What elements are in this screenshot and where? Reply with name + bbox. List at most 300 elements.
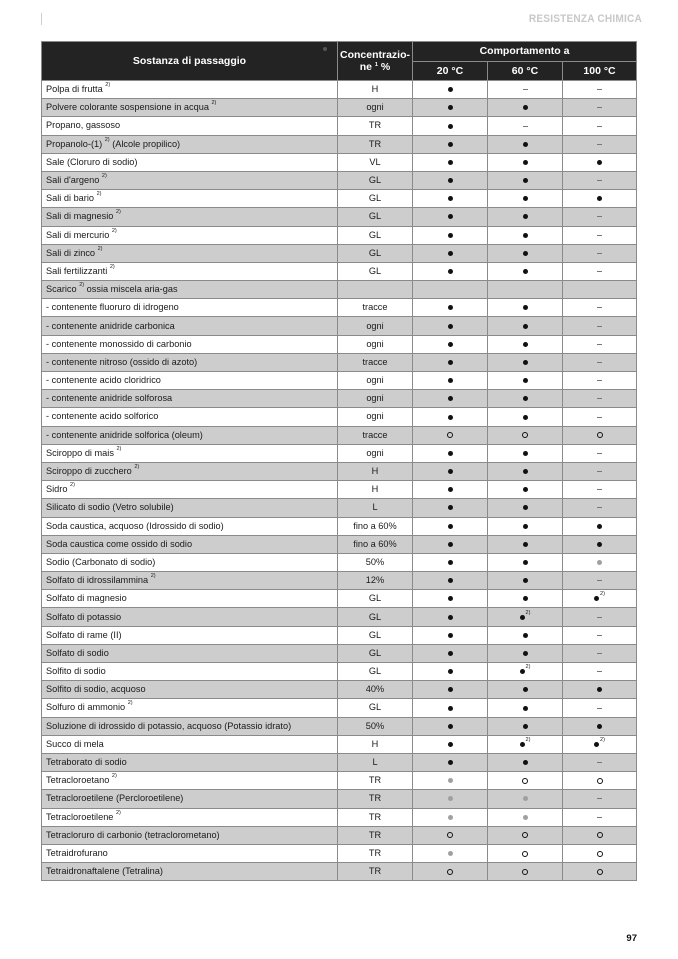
footnote-marker: 2) bbox=[111, 773, 117, 780]
concentration-cell: GL bbox=[338, 226, 413, 244]
rating-20-cell bbox=[413, 335, 488, 353]
concentration-cell: ogni bbox=[338, 317, 413, 335]
rating-20-cell bbox=[413, 608, 488, 626]
not-tested-dash-icon bbox=[597, 580, 602, 581]
rating-100-cell bbox=[563, 390, 637, 408]
footnote-marker: 2) bbox=[70, 482, 75, 489]
concentration-cell: GL bbox=[338, 663, 413, 681]
limited-dot-icon bbox=[448, 851, 453, 856]
substance-name: Polvere colorante sospensione in acqua bbox=[46, 102, 209, 113]
resistant-dot-icon bbox=[448, 305, 453, 310]
concentration-cell: 40% bbox=[338, 681, 413, 699]
rating-20-cell bbox=[413, 135, 488, 153]
resistant-dot-icon bbox=[448, 596, 453, 601]
header-concentration-line2: ne bbox=[359, 61, 372, 73]
rating-20-cell bbox=[413, 499, 488, 517]
resistant-dot-icon bbox=[520, 669, 525, 674]
not-resistant-circle-icon bbox=[522, 869, 528, 875]
rating-20-cell bbox=[413, 844, 488, 862]
not-tested-dash-icon bbox=[597, 235, 602, 236]
rating-footnote-marker: 2) bbox=[525, 664, 531, 671]
limited-dot-icon bbox=[448, 778, 453, 783]
rating-100-cell bbox=[563, 572, 637, 590]
substance-cell bbox=[42, 699, 338, 717]
rating-60-cell bbox=[488, 426, 563, 444]
resistant-dot-icon bbox=[448, 324, 453, 329]
resistant-dot-icon bbox=[523, 233, 528, 238]
resistant-dot-icon bbox=[523, 105, 528, 110]
rating-20-cell bbox=[413, 590, 488, 608]
rating-20-cell bbox=[413, 372, 488, 390]
rating-60-cell bbox=[488, 608, 563, 626]
not-tested-dash-icon bbox=[597, 344, 602, 345]
substance-name: Soluzione di idrossido di potassio, acquoso (Potassio idrato) bbox=[46, 720, 292, 731]
substance-cell bbox=[42, 772, 338, 790]
rating-20-cell bbox=[413, 317, 488, 335]
rating-20-cell bbox=[413, 462, 488, 480]
resistant-dot-icon bbox=[523, 378, 528, 383]
rating-60-cell bbox=[488, 281, 563, 299]
header-temp-100: 100 °C bbox=[563, 61, 637, 81]
resistant-dot-icon bbox=[523, 687, 528, 692]
substance-name: Tetracloroetilene bbox=[46, 811, 114, 822]
rating-60-cell bbox=[488, 390, 563, 408]
substance-cell bbox=[42, 735, 338, 753]
substance-name-suffix: (Alcole propilico) bbox=[112, 138, 181, 149]
resistant-dot-icon bbox=[448, 542, 453, 547]
rating-100-cell bbox=[563, 81, 637, 99]
concentration-cell: GL bbox=[338, 590, 413, 608]
substance-name: Tetraidrofurano bbox=[46, 847, 108, 858]
rating-100-cell bbox=[563, 735, 637, 753]
not-resistant-circle-icon bbox=[522, 778, 528, 784]
table-row bbox=[42, 135, 637, 153]
footnote-marker: 2) bbox=[97, 245, 103, 252]
substance-cell bbox=[42, 262, 338, 280]
rating-20-cell bbox=[413, 517, 488, 535]
resistant-dot-icon bbox=[523, 324, 528, 329]
not-tested-dash-icon bbox=[597, 107, 602, 108]
concentration-cell: GL bbox=[338, 608, 413, 626]
not-tested-dash-icon bbox=[597, 271, 602, 272]
header-concentration-line1: Concentrazio- bbox=[339, 49, 410, 61]
rating-100-cell bbox=[563, 372, 637, 390]
rating-20-cell bbox=[413, 408, 488, 426]
rating-60-cell bbox=[488, 717, 563, 735]
not-tested-dash-icon bbox=[597, 307, 602, 308]
table-row bbox=[42, 153, 637, 171]
rating-100-cell bbox=[563, 699, 637, 717]
substance-cell bbox=[42, 717, 338, 735]
not-resistant-circle-icon bbox=[522, 832, 528, 838]
rating-60-cell bbox=[488, 844, 563, 862]
resistant-dot-icon bbox=[448, 633, 453, 638]
resistant-dot-icon bbox=[448, 760, 453, 765]
rating-60-cell bbox=[488, 135, 563, 153]
substance-cell bbox=[42, 517, 338, 535]
not-tested-dash-icon bbox=[597, 417, 602, 418]
footnote-marker: 2) bbox=[105, 82, 111, 89]
table-row bbox=[42, 244, 637, 262]
substance-cell bbox=[42, 353, 338, 371]
concentration-cell: H bbox=[338, 81, 413, 99]
not-tested-dash-icon bbox=[597, 708, 602, 709]
rating-100-cell bbox=[563, 826, 637, 844]
substance-name: - contenente anidride solforica (oleum) bbox=[46, 429, 203, 440]
concentration-cell: VL bbox=[338, 153, 413, 171]
substance-name: Sale (Cloruro di sodio) bbox=[46, 156, 138, 167]
rating-20-cell bbox=[413, 226, 488, 244]
resistant-dot-icon bbox=[448, 706, 453, 711]
resistant-dot-icon bbox=[448, 196, 453, 201]
rating-60-cell bbox=[488, 117, 563, 135]
footnote-marker: 2) bbox=[150, 573, 156, 580]
not-tested-dash-icon bbox=[597, 671, 602, 672]
concentration-cell: ogni bbox=[338, 390, 413, 408]
not-resistant-circle-icon bbox=[522, 851, 528, 857]
substance-cell bbox=[42, 335, 338, 353]
resistant-dot-icon bbox=[448, 396, 453, 401]
rating-100-cell bbox=[563, 117, 637, 135]
not-resistant-circle-icon bbox=[447, 832, 453, 838]
table-row bbox=[42, 262, 637, 280]
table-row bbox=[42, 553, 637, 571]
resistant-dot-icon bbox=[597, 687, 602, 692]
not-tested-dash-icon bbox=[597, 471, 602, 472]
rating-60-cell bbox=[488, 81, 563, 99]
rating-60-cell bbox=[488, 663, 563, 681]
header-behaviour: Comportamento a bbox=[413, 42, 637, 62]
rating-100-cell bbox=[563, 626, 637, 644]
rating-100-cell bbox=[563, 717, 637, 735]
concentration-cell: TR bbox=[338, 772, 413, 790]
footnote-marker: 2) bbox=[109, 263, 115, 270]
substance-name: Sali di bario bbox=[46, 193, 95, 204]
header-temp-60: 60 °C bbox=[488, 61, 563, 81]
substance-cell bbox=[42, 281, 338, 299]
rating-60-cell bbox=[488, 190, 563, 208]
substance-name: Silicato di sodio (Vetro solubile) bbox=[46, 502, 174, 513]
substance-name: Propano, gassoso bbox=[46, 120, 121, 131]
substance-name: Propanolo-(1) bbox=[46, 138, 103, 149]
footnote-marker: 2) bbox=[211, 100, 217, 107]
rating-100-cell bbox=[563, 499, 637, 517]
substance-cell bbox=[42, 81, 338, 99]
resistant-dot-icon bbox=[523, 142, 528, 147]
substance-cell bbox=[42, 444, 338, 462]
rating-60-cell bbox=[488, 208, 563, 226]
not-tested-dash-icon bbox=[597, 180, 602, 181]
resistant-dot-icon bbox=[523, 469, 528, 474]
substance-name: Polpa di frutta bbox=[46, 84, 103, 95]
not-tested-dash-icon bbox=[597, 144, 602, 145]
rating-100-cell bbox=[563, 408, 637, 426]
table-row bbox=[42, 863, 637, 881]
header-concentration-unit: % bbox=[380, 61, 391, 73]
rating-100-cell bbox=[563, 790, 637, 808]
rating-100-cell bbox=[563, 663, 637, 681]
concentration-cell: GL bbox=[338, 262, 413, 280]
rating-100-cell bbox=[563, 171, 637, 189]
rating-60-cell bbox=[488, 408, 563, 426]
concentration-cell: TR bbox=[338, 790, 413, 808]
resistant-dot-icon bbox=[523, 342, 528, 347]
rating-60-cell bbox=[488, 517, 563, 535]
rating-20-cell bbox=[413, 735, 488, 753]
resistant-dot-icon bbox=[448, 524, 453, 529]
not-tested-dash-icon bbox=[597, 762, 602, 763]
substance-name: Soda caustica come ossido di sodio bbox=[46, 538, 193, 549]
substance-name: Tetracloruro di carbonio (tetraclorometano) bbox=[46, 829, 220, 840]
table-row bbox=[42, 317, 637, 335]
substance-cell bbox=[42, 644, 338, 662]
table-row bbox=[42, 681, 637, 699]
footnote-marker: 2) bbox=[79, 282, 85, 289]
table-row bbox=[42, 299, 637, 317]
not-tested-dash-icon bbox=[597, 453, 602, 454]
substance-name: Succo di mela bbox=[46, 738, 104, 749]
rating-20-cell bbox=[413, 681, 488, 699]
resistant-dot-icon bbox=[448, 160, 453, 165]
table-row bbox=[42, 171, 637, 189]
rating-60-cell bbox=[488, 753, 563, 771]
rating-100-cell bbox=[563, 244, 637, 262]
substance-name: - contenente anidride solforosa bbox=[46, 393, 173, 404]
table-row bbox=[42, 208, 637, 226]
rating-60-cell bbox=[488, 626, 563, 644]
rating-20-cell bbox=[413, 153, 488, 171]
not-resistant-circle-icon bbox=[447, 869, 453, 875]
footnote-marker: 2) bbox=[115, 209, 121, 216]
table-row bbox=[42, 844, 637, 862]
table-row bbox=[42, 535, 637, 553]
rating-20-cell bbox=[413, 753, 488, 771]
table-row bbox=[42, 572, 637, 590]
footnote-marker: 2) bbox=[116, 445, 122, 452]
header-concentration-note: 1 bbox=[374, 62, 378, 68]
resistant-dot-icon bbox=[448, 687, 453, 692]
table-row bbox=[42, 608, 637, 626]
substance-name: - contenente anidride carbonica bbox=[46, 320, 175, 331]
rating-100-cell bbox=[563, 535, 637, 553]
substance-name: Sali di zinco bbox=[46, 247, 96, 258]
resistant-dot-icon bbox=[523, 560, 528, 565]
rating-100-cell bbox=[563, 153, 637, 171]
concentration-cell: ogni bbox=[338, 99, 413, 117]
substance-name: Sali fertilizzanti bbox=[46, 265, 108, 276]
resistant-dot-icon bbox=[523, 160, 528, 165]
table-body bbox=[42, 81, 637, 881]
rating-20-cell bbox=[413, 262, 488, 280]
resistant-dot-icon bbox=[448, 269, 453, 274]
resistant-dot-icon bbox=[448, 105, 453, 110]
resistant-dot-icon bbox=[520, 742, 525, 747]
resistant-dot-icon bbox=[448, 451, 453, 456]
rating-100-cell bbox=[563, 608, 637, 626]
not-resistant-circle-icon bbox=[597, 869, 603, 875]
table-row bbox=[42, 462, 637, 480]
resistant-dot-icon bbox=[448, 342, 453, 347]
resistant-dot-icon bbox=[523, 360, 528, 365]
rating-60-cell bbox=[488, 262, 563, 280]
rating-60-cell bbox=[488, 681, 563, 699]
table-row bbox=[42, 517, 637, 535]
resistant-dot-icon bbox=[448, 251, 453, 256]
concentration-cell: ogni bbox=[338, 372, 413, 390]
concentration-cell: TR bbox=[338, 808, 413, 826]
table-row bbox=[42, 826, 637, 844]
resistant-dot-icon bbox=[597, 724, 602, 729]
resistant-dot-icon bbox=[448, 487, 453, 492]
concentration-cell: H bbox=[338, 462, 413, 480]
resistant-dot-icon bbox=[448, 87, 453, 92]
rating-20-cell bbox=[413, 553, 488, 571]
resistant-dot-icon bbox=[523, 505, 528, 510]
resistant-dot-icon bbox=[448, 142, 453, 147]
rating-20-cell bbox=[413, 99, 488, 117]
substance-name: Sali di mercurio bbox=[46, 229, 110, 240]
not-resistant-circle-icon bbox=[597, 851, 603, 857]
concentration-cell: L bbox=[338, 753, 413, 771]
substance-cell bbox=[42, 844, 338, 862]
rating-20-cell bbox=[413, 390, 488, 408]
rating-footnote-marker: 2) bbox=[600, 591, 605, 598]
rating-100-cell bbox=[563, 208, 637, 226]
not-resistant-circle-icon bbox=[597, 778, 603, 784]
substance-name: Sidro bbox=[46, 484, 68, 495]
rating-100-cell bbox=[563, 863, 637, 881]
not-tested-dash-icon bbox=[597, 253, 602, 254]
rating-100-cell bbox=[563, 99, 637, 117]
rating-60-cell bbox=[488, 353, 563, 371]
resistant-dot-icon bbox=[448, 742, 453, 747]
substance-cell bbox=[42, 208, 338, 226]
table-row bbox=[42, 790, 637, 808]
rating-60-cell bbox=[488, 644, 563, 662]
table-row bbox=[42, 499, 637, 517]
resistant-dot-icon bbox=[448, 360, 453, 365]
substance-name: Sciroppo di mais bbox=[46, 447, 114, 458]
concentration-cell: tracce bbox=[338, 299, 413, 317]
rating-60-cell bbox=[488, 171, 563, 189]
not-tested-dash-icon bbox=[523, 89, 528, 90]
not-tested-dash-icon bbox=[597, 653, 602, 654]
substance-cell bbox=[42, 608, 338, 626]
table-row bbox=[42, 772, 637, 790]
concentration-cell: ogni bbox=[338, 444, 413, 462]
rating-20-cell bbox=[413, 863, 488, 881]
rating-footnote-marker: 2) bbox=[600, 736, 605, 743]
rating-100-cell bbox=[563, 299, 637, 317]
substance-name: Solfito di sodio bbox=[46, 666, 106, 677]
footnote-marker: 2) bbox=[111, 227, 117, 234]
substance-name: Tetraborato di sodio bbox=[46, 757, 127, 768]
table-row bbox=[42, 281, 637, 299]
limited-dot-icon bbox=[448, 815, 453, 820]
substance-name: Solfato di magnesio bbox=[46, 593, 127, 604]
footnote-marker: 2) bbox=[101, 173, 107, 180]
substance-name: Tetracloroetano bbox=[46, 775, 110, 786]
substance-cell bbox=[42, 117, 338, 135]
rating-60-cell bbox=[488, 226, 563, 244]
substance-name: - contenente monossido di carbonio bbox=[46, 338, 192, 349]
resistant-dot-icon bbox=[523, 251, 528, 256]
concentration-cell: GL bbox=[338, 644, 413, 662]
table-row bbox=[42, 99, 637, 117]
rating-20-cell bbox=[413, 244, 488, 262]
rating-20-cell bbox=[413, 426, 488, 444]
resistant-dot-icon bbox=[448, 615, 453, 620]
resistant-dot-icon bbox=[523, 724, 528, 729]
resistant-dot-icon bbox=[523, 651, 528, 656]
rating-60-cell bbox=[488, 317, 563, 335]
concentration-cell: TR bbox=[338, 844, 413, 862]
substance-cell bbox=[42, 190, 338, 208]
rating-60-cell bbox=[488, 553, 563, 571]
substance-name: Solfato di potassio bbox=[46, 611, 122, 622]
resistant-dot-icon bbox=[523, 196, 528, 201]
concentration-cell: ogni bbox=[338, 408, 413, 426]
not-tested-dash-icon bbox=[597, 635, 602, 636]
rating-60-cell bbox=[488, 372, 563, 390]
concentration-cell: GL bbox=[338, 208, 413, 226]
substance-cell bbox=[42, 244, 338, 262]
concentration-cell: GL bbox=[338, 626, 413, 644]
concentration-cell: fino a 60% bbox=[338, 535, 413, 553]
substance-cell bbox=[42, 535, 338, 553]
substance-cell bbox=[42, 626, 338, 644]
concentration-cell: TR bbox=[338, 117, 413, 135]
rating-20-cell bbox=[413, 626, 488, 644]
concentration-cell: tracce bbox=[338, 426, 413, 444]
rating-60-cell bbox=[488, 499, 563, 517]
table-row bbox=[42, 335, 637, 353]
footnote-marker: 2) bbox=[96, 191, 102, 198]
concentration-cell: GL bbox=[338, 171, 413, 189]
resistant-dot-icon bbox=[448, 651, 453, 656]
header-substance: Sostanza di passaggio bbox=[42, 42, 338, 81]
not-tested-dash-icon bbox=[597, 89, 602, 90]
substance-cell bbox=[42, 499, 338, 517]
table-row bbox=[42, 81, 637, 99]
rating-20-cell bbox=[413, 171, 488, 189]
substance-name: Sali di magnesio bbox=[46, 211, 114, 222]
not-resistant-circle-icon bbox=[447, 432, 453, 438]
rating-20-cell bbox=[413, 772, 488, 790]
rating-60-cell bbox=[488, 863, 563, 881]
resistant-dot-icon bbox=[448, 124, 453, 129]
substance-name: Solfato di rame (II) bbox=[46, 629, 122, 640]
rating-20-cell bbox=[413, 644, 488, 662]
rating-20-cell bbox=[413, 535, 488, 553]
rating-60-cell bbox=[488, 772, 563, 790]
not-tested-dash-icon bbox=[523, 126, 528, 127]
substance-name: Tetraidronaftalene (Tetralina) bbox=[46, 866, 163, 877]
resistant-dot-icon bbox=[448, 560, 453, 565]
substance-name: - contenente fluoruro di idrogeno bbox=[46, 302, 179, 313]
not-tested-dash-icon bbox=[597, 507, 602, 508]
rating-60-cell bbox=[488, 735, 563, 753]
rating-100-cell bbox=[563, 753, 637, 771]
rating-60-cell bbox=[488, 335, 563, 353]
concentration-cell: tracce bbox=[338, 353, 413, 371]
substance-name: - contenente nitroso (ossido di azoto) bbox=[46, 356, 198, 367]
table-row bbox=[42, 590, 637, 608]
resistant-dot-icon bbox=[448, 578, 453, 583]
limited-dot-icon bbox=[523, 815, 528, 820]
section-title: RESISTENZA CHIMICA bbox=[528, 13, 642, 25]
rating-60-cell bbox=[488, 590, 563, 608]
